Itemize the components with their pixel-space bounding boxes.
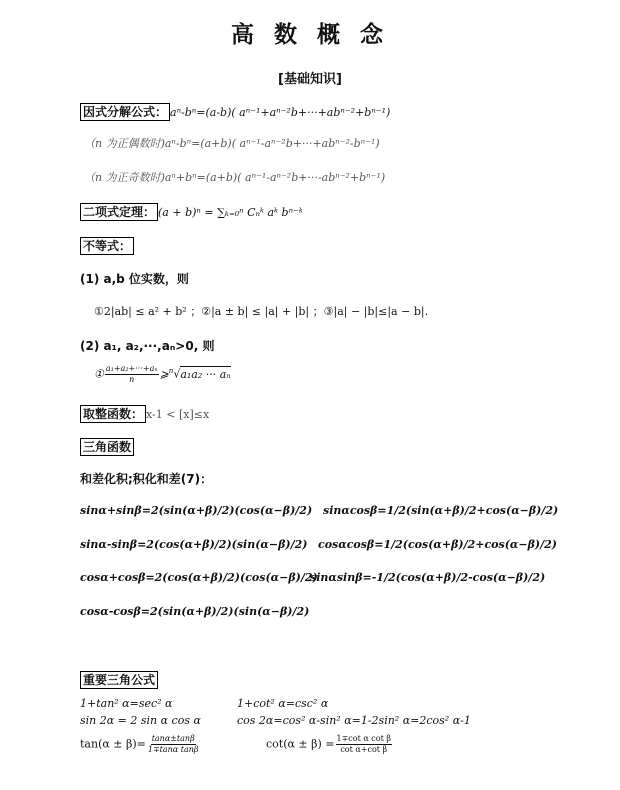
trig-subheading: 和差化积;积化和差(7)： — [80, 472, 213, 486]
tan-sum-lhs: tan(α ± β)= — [80, 737, 146, 751]
am-fraction — [105, 364, 159, 385]
trig-right-formula-3: sinαsinβ=-1/2(cos(α+β)/2-cos(α−β)/2) — [310, 571, 546, 584]
am-gm-relation: ⩾ — [159, 367, 169, 381]
radical-sign: √ — [173, 367, 181, 381]
inequality-case1-formula: ①2|ab| ≤ a² + b² ；②|a ± b| ≤ |a| + |b| ；③|a| − |b|≤|a − b|. — [94, 305, 429, 318]
tan-sum-numerator: tanα±tanβ — [151, 734, 195, 743]
trig-left-formula-3: cosα+cosβ=2(cos(α+β)/2)(cos(α−β)/2) — [80, 571, 318, 584]
gm-radicand: a₁a₂ ··· aₙ — [180, 367, 231, 381]
identity-cot-csc: 1+cot² α=csc² α — [237, 697, 329, 710]
tan-sum-fraction — [147, 734, 200, 755]
binomial-label: 二项式定理： — [80, 203, 158, 221]
page-title: 高 数 概 念 — [230, 22, 390, 48]
trig-left-formula-4: cosα-cosβ=2(sin(α+β)/2)(sin(α−β)/2) — [80, 605, 310, 618]
trig-row — [80, 436, 134, 455]
tan-sum-denominator: 1∓tanα tanβ — [147, 745, 199, 754]
cot-sum-numerator: 1∓cot α cot β — [336, 734, 391, 743]
floor-row — [80, 403, 209, 422]
trig-left-formula-1: sinα+sinβ=2(sin(α+β)/2)(cos(α−β)/2) — [80, 504, 313, 517]
identity-cos-double: cos 2α=cos² α-sin² α=1-2sin² α=2cos² α-1 — [237, 714, 471, 727]
floor-label: 取整函数： — [80, 405, 146, 423]
inequality-case1-heading: (1) a,b 位实数，则 — [80, 272, 189, 286]
cot-sum-fraction — [336, 734, 392, 755]
factor-general-formula: aⁿ-bⁿ=(a-b)( aⁿ⁻¹+aⁿ⁻²b+···+abⁿ⁻²+bⁿ⁻¹) — [170, 106, 391, 119]
am-denominator: n — [129, 375, 135, 384]
factor-even-formula: （n 为正偶数时)aⁿ-bⁿ=(a+b)( aⁿ⁻¹-aⁿ⁻²b+···+abⁿ⁻²-bⁿ⁻¹) — [84, 137, 380, 150]
factor-label: 因式分解公式： — [80, 103, 170, 121]
cot-sum-formula — [266, 734, 393, 755]
cot-sum-denominator: cot α+cot β — [340, 745, 388, 754]
tan-sum-formula — [80, 734, 201, 755]
trig-left-formula-2: sinα-sinβ=2(cos(α+β)/2)(sin(α−β)/2) — [80, 538, 308, 551]
identity-tan-sec: 1+tan² α=sec² α — [80, 697, 173, 710]
cot-sum-lhs: cot(α ± β) = — [266, 737, 335, 751]
inequality-row — [80, 235, 134, 254]
identity-sin-double: sin 2α = 2 sin α cos α — [80, 714, 201, 727]
floor-formula: x-1 < [x]≤x — [146, 408, 210, 421]
binomial-formula: (a + b)ⁿ = ∑ₖ₌₀ⁿ Cₙᵏ aᵏ bⁿ⁻ᵏ — [158, 206, 303, 219]
trig-label: 三角函数 — [80, 438, 134, 456]
factor-row — [80, 101, 390, 120]
important-label: 重要三角公式 — [80, 671, 158, 689]
important-row — [80, 669, 158, 688]
inequality-case2-formula — [94, 364, 231, 385]
inequality-case2-heading: (2) a₁, a₂,···,aₙ>0, 则 — [80, 339, 215, 353]
binomial-row — [80, 201, 303, 220]
am-numerator: a₁+a₂+···+aₙ — [105, 364, 158, 373]
factor-odd-formula: （n 为正奇数时)aⁿ+bⁿ=(a+b)( aⁿ⁻¹-aⁿ⁻²b+···-abⁿ⁻²+bⁿ⁻¹) — [84, 171, 386, 184]
trig-right-formula-2: cosαcosβ=1/2(cos(α+β)/2+cos(α−β)/2) — [318, 538, 557, 551]
inequality-label: 不等式： — [80, 237, 134, 255]
trig-right-formula-1: sinαcosβ=1/2(sin(α+β)/2+cos(α−β)/2) — [323, 504, 559, 517]
section-subtitle: [基础知识] — [278, 72, 342, 87]
inequality-case2-lead: ① — [94, 367, 104, 381]
root-index: n — [168, 366, 174, 375]
